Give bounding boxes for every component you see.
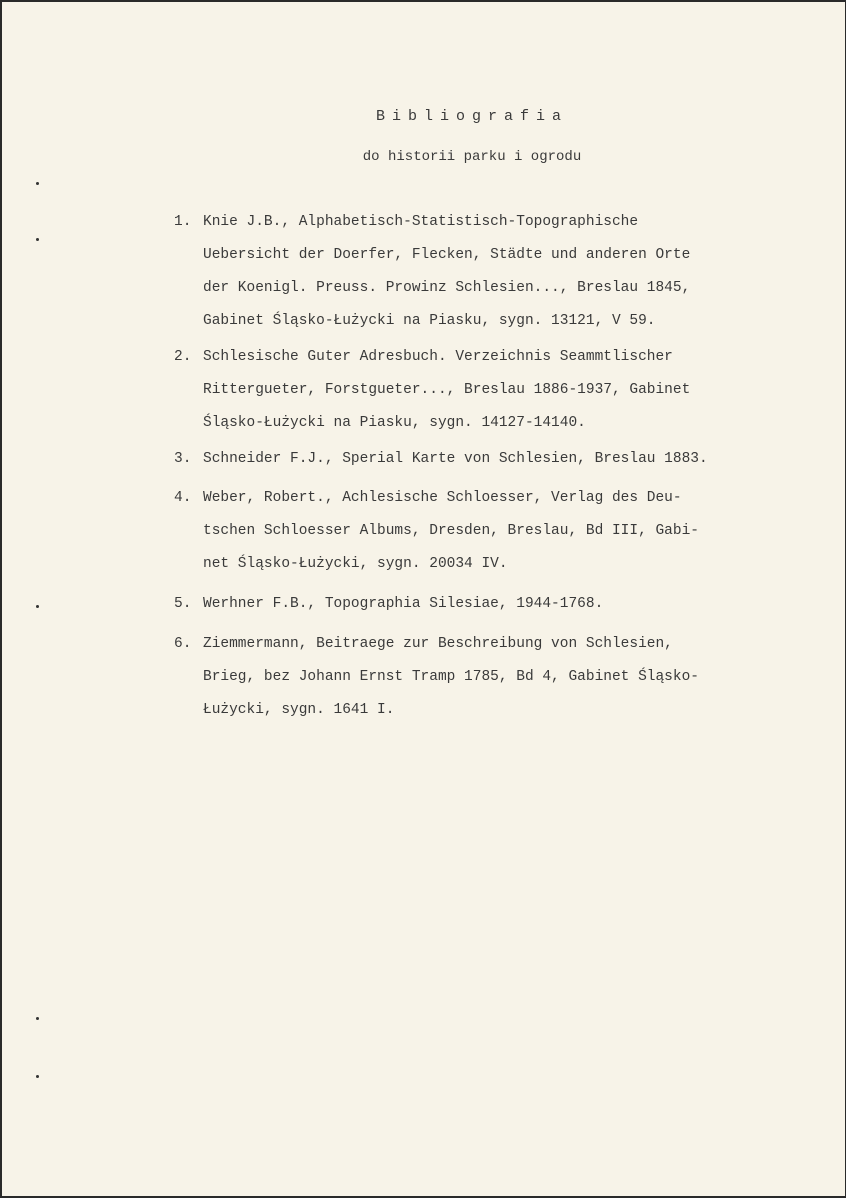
entry-number: 3. [174,451,192,467]
entry-number: 5. [174,596,192,612]
punch-mark [36,1075,39,1078]
entry-text: Ziemmermann, Beitraege zur Beschreibung von Schlesien, Brieg, bez Johann Ernst Tramp 1785, Bd 4, Gabinet Śląsko- Łużycki, sygn. 1641 I. [203,636,699,718]
entry-text: Schneider F.J., Sperial Karte von Schlesien, Breslau 1883. [203,451,708,467]
entry-number: 4. [174,490,192,506]
page-subtitle: do historii parku i ogrodu [362,149,582,165]
punch-mark [36,1017,39,1020]
entry-number: 6. [174,636,192,652]
entry-text: Weber, Robert., Achlesische Schloesser, Verlag des Deu- tschen Schloesser Albums, Dresden, Breslau, Bd III, Gabi- net Śląsko-Łużycki, sygn. 20034 IV. [203,490,699,572]
entry-text: Schlesische Guter Adresbuch. Verzeichnis Seammtlischer Rittergueter, Forstgueter..., Breslau 1886-1937, Gabinet Śląsko-Łużycki na Piasku, sygn. 14127-14140. [203,349,691,431]
punch-mark [36,182,39,185]
entry-number: 2. [174,349,192,365]
punch-mark [36,605,39,608]
entry-number: 1. [174,214,192,230]
entry-text: Werhner F.B., Topographia Silesiae, 1944-1768. [203,596,604,612]
punch-mark [36,238,39,241]
page-title: Bibliografia [375,108,569,125]
entry-text: Knie J.B., Alphabetisch-Statistisch-Topographische Uebersicht der Doerfer, Flecken, Städte und anderen Orte der Koenigl. Preuss. Prowinz Schlesien..., Breslau 1845, Gabinet Śląsko-Łużycki na Piasku, sygn. 13121, V 59. [203,214,691,329]
